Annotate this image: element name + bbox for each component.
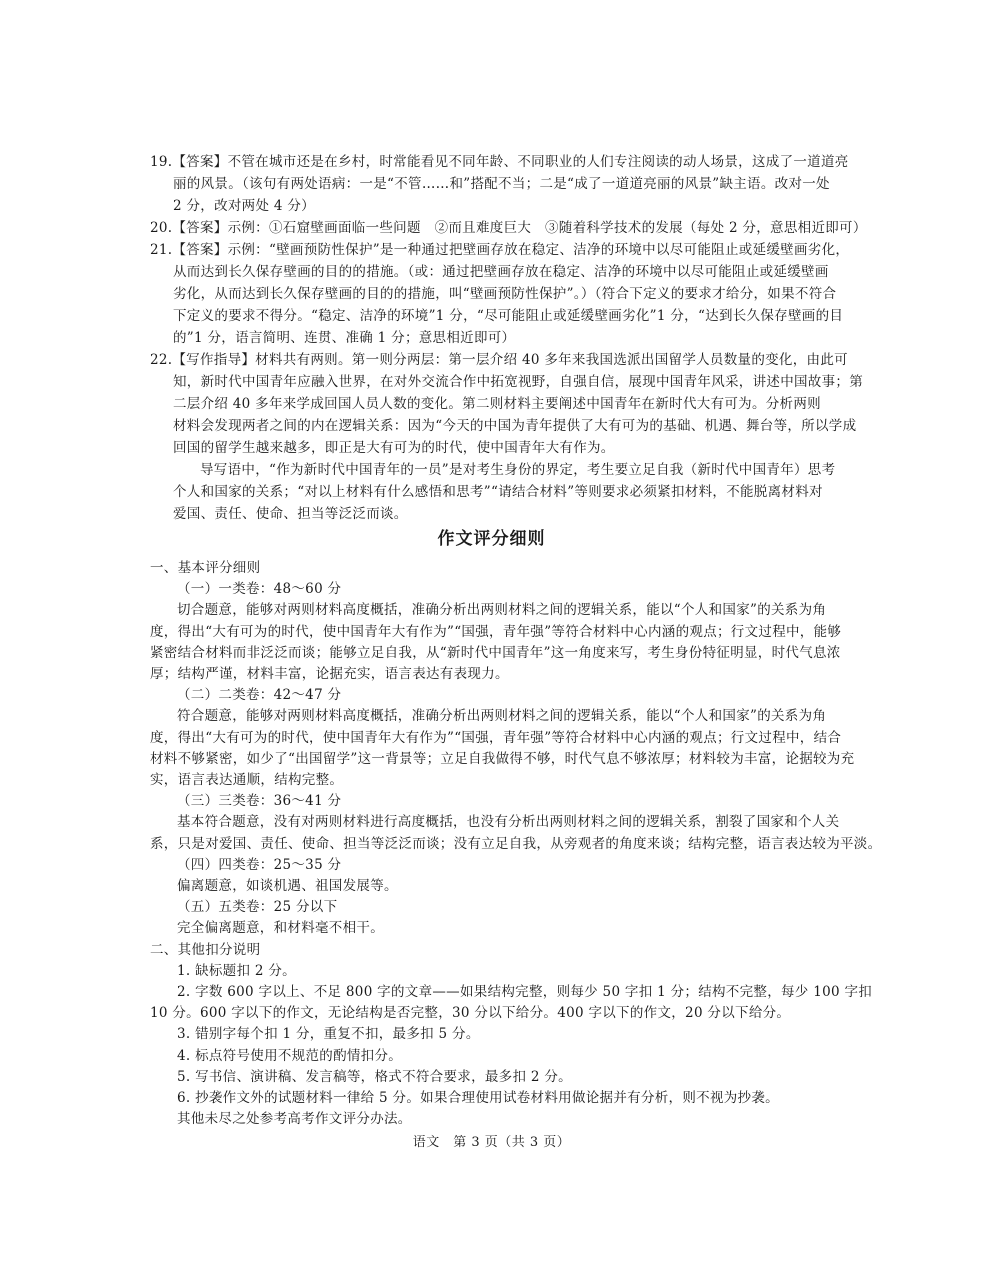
q22-line-4: 材料会发现两者之间的内在逻辑关系：因为“今天的中国为青年提供了大有可为的基础、机遇、舞台等，所以学成 bbox=[173, 418, 857, 434]
section-1-heading: 一、基本评分细则 bbox=[150, 560, 261, 576]
deduction-item: 2. 字数 600 字以上、不足 800 字的文章——如果结构完整，则每少 50 字扣 1 分；结构不完整，每少 100 字扣 bbox=[177, 984, 873, 1000]
grade-4-line-1: 偏离题意，如谈机遇、祖国发展等。 bbox=[177, 878, 398, 894]
rubric-title: 作文评分细则 bbox=[437, 529, 546, 549]
q19-line-2: 丽的风景。（该句有两处语病：一是“不管……和”搭配不当；二是“成了一道道亮丽的风景”缺主语。改对一处 bbox=[173, 176, 830, 192]
q21-line-3: 劣化，从而达到长久保存壁画的目的的措施，叫“壁画预防性保护”。）（符合下定义的要求才给分，如果不符合 bbox=[173, 286, 837, 302]
grade-2-line-4: 实，语言表达通顺，结构完整。 bbox=[150, 772, 344, 788]
deduction-item: 10 分。600 字以下的作文，无论结构是否完整，30 分以下给分。400 字以下的作文，20 分以下给分。 bbox=[150, 1005, 791, 1022]
deduction-item: 5. 写书信、演讲稿、发言稿等，格式不符合要求，最多扣 2 分。 bbox=[177, 1068, 572, 1085]
q21-line-5: 的”1 分，语言简明、连贯、准确 1 分；意思相近即可） bbox=[173, 330, 516, 346]
q20-line-1: 20.【答案】示例：①石窟壁画面临一些问题 ②而且难度巨大 ③随着科学技术的发展（每处 2 分，意思相近即可） bbox=[150, 220, 867, 236]
deduction-item: 3. 错别字每个扣 1 分，重复不扣，最多扣 5 分。 bbox=[177, 1026, 480, 1043]
grade-5-heading: （五）五类卷：25 分以下 bbox=[177, 899, 338, 916]
deduction-item: 1. 缺标题扣 2 分。 bbox=[177, 962, 296, 979]
page-footer: 语文 第 3 页（共 3 页） bbox=[412, 1135, 571, 1150]
deduction-item: 6. 抄袭作文外的试题材料一律给 5 分。如果合理使用试卷材料用做论据并有分析，则不视为抄袭。 bbox=[177, 1090, 779, 1106]
section-2-heading: 二、其他扣分说明 bbox=[150, 941, 261, 958]
q22-line-8: 爱国、责任、使命、担当等泛泛而谈。 bbox=[173, 506, 408, 522]
q22-line-5: 回国的留学生越来越多，即正是大有可为的时代，使中国青年大有作为。 bbox=[173, 440, 615, 456]
grade-1-heading: （一）一类卷：48～60 分 bbox=[177, 581, 342, 598]
grade-1-line-3: 紧密结合材料而非泛泛而谈；能够立足自我，从“新时代中国青年”这一角度来写，考生身份特征明显，时代气息浓 bbox=[150, 644, 841, 661]
deduction-item: 4. 标点符号使用不规范的酌情扣分。 bbox=[177, 1047, 403, 1064]
grade-3-heading: （三）三类卷：36～41 分 bbox=[177, 793, 342, 810]
grade-5-line-1: 完全偏离题意，和材料毫不相干。 bbox=[177, 920, 384, 937]
q21-line-2: 从而达到长久保存壁画的目的的措施。（或：通过把壁画存放在稳定、洁净的环境中以尽可能阻止或延缓壁画 bbox=[173, 264, 829, 280]
grade-2-line-2: 度，得出“大有可为的时代，使中国青年大有作为”“国强，青年强”等符合材料中心内涵的观点；行文过程中，结合 bbox=[150, 729, 842, 746]
q22-line-3: 二层介绍 40 多年来学成回国人员人数的变化。第二则材料主要阐述中国青年在新时代大有可为。分析两则 bbox=[173, 396, 821, 412]
grade-1-line-2: 度，得出“大有可为的时代，使中国青年大有作为”“国强，青年强”等符合材料中心内涵的观点；行文过程中，能够 bbox=[150, 623, 842, 640]
grade-2-heading: （二）二类卷：42～47 分 bbox=[177, 687, 342, 704]
q22-line-7: 个人和国家的关系；“对以上材料有什么感悟和思考”“请结合材料”等则要求必须紧扣材料，不能脱离材料对 bbox=[173, 484, 823, 500]
q19-line-3: 2 分，改对两处 4 分） bbox=[173, 198, 315, 214]
q22-line-2: 知，新时代中国青年应融入世界，在对外交流合作中拓宽视野，自强自信，展现中国青年风采，讲述中国故事；第 bbox=[173, 374, 863, 390]
q22-line-1: 22.【写作指导】材料共有两则。第一则分两层：第一层介绍 40 多年来我国选派出国留学人员数量的变化，由此可 bbox=[150, 352, 848, 368]
grade-2-line-1: 符合题意，能够对两则材料高度概括，准确分析出两则材料之间的逻辑关系，能以“个人和国家”的关系为角 bbox=[177, 708, 827, 725]
grade-1-line-1: 切合题意，能够对两则材料高度概括，准确分析出两则材料之间的逻辑关系，能以“个人和国家”的关系为角 bbox=[177, 602, 827, 619]
q21-line-1: 21.【答案】示例：“壁画预防性保护”是一种通过把壁画存放在稳定、洁净的环境中以尽可能阻止或延缓壁画劣化， bbox=[150, 242, 850, 258]
deduction-item-last: 其他未尽之处参考高考作文评分办法。 bbox=[177, 1111, 412, 1128]
grade-2-line-3: 材料不够紧密，如少了“出国留学”这一背景等；立足自我做得不够，时代气息不够浓厚；材料较为丰富，论据较为充 bbox=[150, 750, 855, 767]
grade-1-line-4: 厚；结构严谨，材料丰富，论据充实，语言表达有表现力。 bbox=[150, 666, 509, 682]
q19-line-1: 19.【答案】不管在城市还是在乡村，时常能看见不同年龄、不同职业的人们专注阅读的动人场景，这成了一道道亮 bbox=[150, 154, 849, 170]
grade-4-heading: （四）四类卷：25～35 分 bbox=[177, 856, 342, 873]
grade-3-line-2: 系，只是对爱国、责任、使命、担当等泛泛而谈；没有立足自我，从旁观者的角度来谈；结构完整，语言表达较为平淡。 bbox=[150, 835, 882, 852]
q21-line-4: 下定义的要求不得分。“稳定、洁净的环境”1 分，“尽可能阻止或延缓壁画劣化”1 分，“达到长久保存壁画的目 bbox=[173, 308, 844, 324]
grade-3-line-1: 基本符合题意，没有对两则材料进行高度概括，也没有分析出两则材料之间的逻辑关系，割裂了国家和个人关 bbox=[177, 814, 840, 831]
q22-line-6: 导写语中，“作为新时代中国青年的一员”是对考生身份的界定，考生要立足自我（新时代中国青年）思考 bbox=[200, 462, 836, 478]
